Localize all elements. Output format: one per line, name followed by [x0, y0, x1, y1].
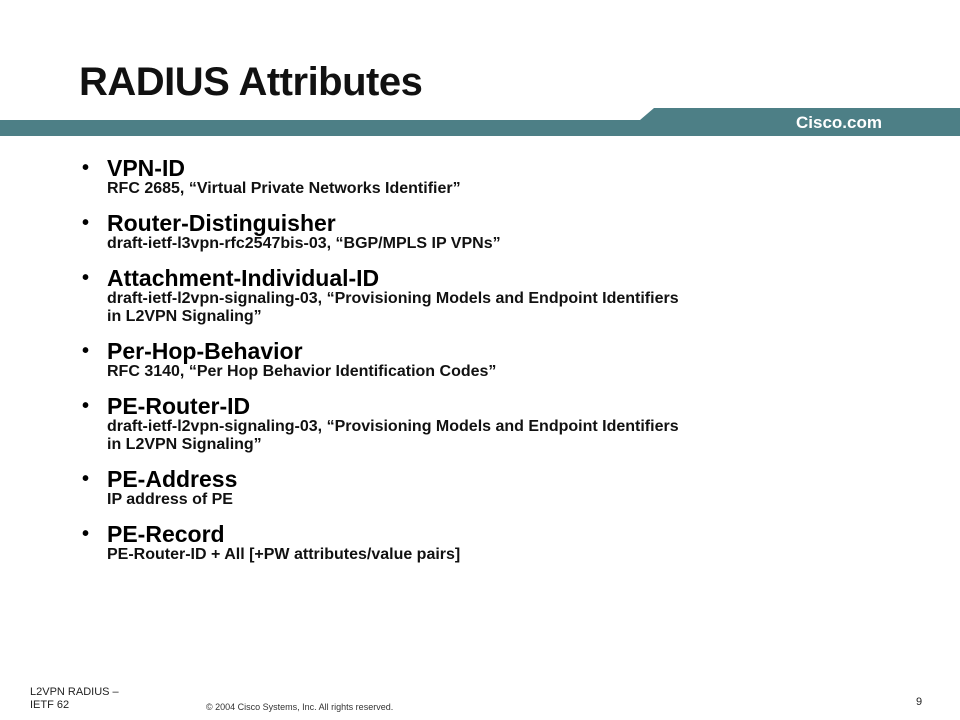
footer-label-line: IETF 62 [30, 699, 70, 711]
list-item [80, 467, 900, 509]
attribute-name: PE-Router-ID [107, 393, 251, 419]
bullet-icon: • [82, 523, 90, 545]
list-item [80, 394, 900, 454]
attribute-description-line: RFC 2685, “Virtual Private Networks Identifier” [107, 180, 461, 197]
attribute-description-line: draft-ietf-l2vpn-signaling-03, “Provisioning Models and Endpoint Identifiers [107, 290, 679, 307]
list-item [80, 211, 900, 253]
bullet-icon: • [82, 395, 90, 417]
list-item [80, 266, 900, 326]
attribute-description-line: PE-Router-ID + All [+PW attributes/value pairs] [107, 546, 461, 563]
attribute-description-line: in L2VPN Signaling” [107, 436, 262, 453]
list-item [80, 339, 900, 381]
bullet-icon: • [82, 468, 90, 490]
attribute-name: VPN-ID [107, 155, 185, 181]
attribute-list [80, 156, 900, 577]
bullet-icon: • [82, 267, 90, 289]
attribute-name: Router-Distinguisher [107, 210, 336, 236]
attribute-name: Per-Hop-Behavior [107, 338, 303, 364]
page-number: 9 [916, 696, 923, 708]
list-item [80, 522, 900, 564]
attribute-description-line: RFC 3140, “Per Hop Behavior Identification Codes” [107, 363, 497, 380]
attribute-name: Attachment-Individual-ID [107, 265, 380, 291]
bullet-icon: • [82, 340, 90, 362]
footer-presentation-label [30, 686, 150, 712]
cisco-logo-text: Cisco.com [796, 113, 882, 132]
attribute-name: PE-Address [107, 466, 238, 492]
page-title: RADIUS Attributes [79, 60, 423, 104]
bullet-icon: • [82, 157, 90, 179]
list-item [80, 156, 900, 198]
attribute-description-line: draft-ietf-l3vpn-rfc2547bis-03, “BGP/MPLS IP VPNs” [107, 235, 501, 252]
footer-label-line: L2VPN RADIUS – [30, 686, 119, 698]
bullet-icon: • [82, 212, 90, 234]
attribute-name: PE-Record [107, 521, 225, 547]
attribute-description-line: draft-ietf-l2vpn-signaling-03, “Provisioning Models and Endpoint Identifiers [107, 418, 679, 435]
attribute-description-line: IP address of PE [107, 491, 233, 508]
copyright-notice: © 2004 Cisco Systems, Inc. All rights reserved. [206, 702, 394, 712]
attribute-description-line: in L2VPN Signaling” [107, 308, 262, 325]
